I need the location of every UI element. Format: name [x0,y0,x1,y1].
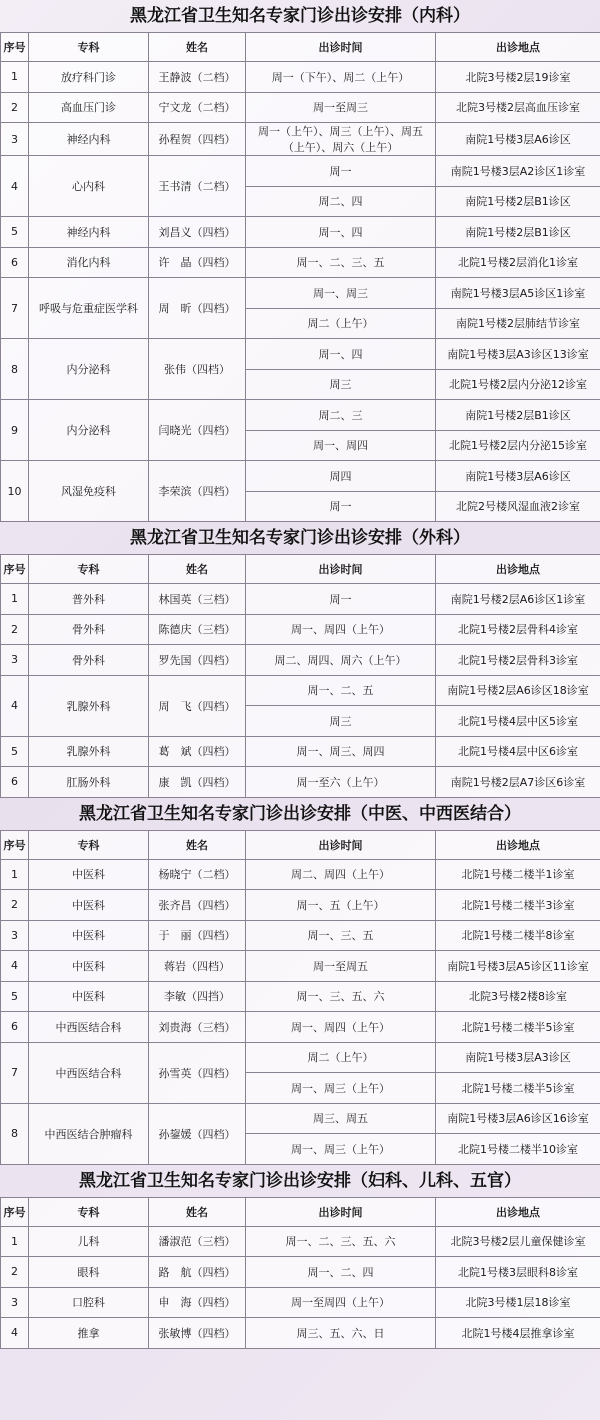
location-header: 出诊地点 [436,830,600,859]
doctor-name-cell: 张伟（四档） [149,339,246,400]
dept-cell: 中西医结合科 [29,1012,149,1043]
dept-header: 专科 [29,1197,149,1226]
dept-cell: 内分泌科 [29,400,149,461]
time-cell: 周一至周四（上午） [246,1287,436,1318]
time-cell: 周一 [246,491,436,522]
location-cell: 北院1号楼二楼半1诊室 [436,859,600,890]
table-row [1,951,600,982]
seq-cell: 5 [1,981,29,1012]
name-header: 姓名 [149,555,246,584]
dept-cell: 神经内科 [29,123,149,156]
location-cell: 南院1号楼2层A7诊区6诊室 [436,767,600,798]
location-cell: 南院1号楼3层A5诊区11诊室 [436,951,600,982]
seq-header: 序号 [1,33,29,62]
location-cell: 南院1号楼2层B1诊区 [436,217,600,248]
doctor-name-cell: 许 晶（四档） [149,247,246,278]
table-row [1,247,600,278]
time-cell: 周一、周三、周四 [246,736,436,767]
seq-cell: 9 [1,400,29,461]
dept-cell: 中西医结合科 [29,1042,149,1103]
time-cell: 周一、三、五、六 [246,981,436,1012]
location-cell: 南院1号楼2层肺结节诊室 [436,308,600,339]
dept-cell: 儿科 [29,1226,149,1257]
seq-cell: 4 [1,1318,29,1349]
time-cell: 周二、四 [246,186,436,217]
location-cell: 南院1号楼3层A2诊区1诊室 [436,156,600,187]
seq-cell: 7 [1,278,29,339]
seq-cell: 2 [1,890,29,921]
time-cell: 周一 [246,584,436,615]
table-row [1,890,600,921]
dept-cell: 推拿 [29,1318,149,1349]
table-header-row [1,1197,600,1226]
location-header: 出诊地点 [436,1197,600,1226]
time-cell: 周三 [246,706,436,737]
name-header: 姓名 [149,830,246,859]
table-row [1,1042,600,1073]
doctor-name-cell: 申 海（四档） [149,1287,246,1318]
doctor-name-cell: 王书清（二档） [149,156,246,217]
location-cell: 北院1号楼二楼半5诊室 [436,1073,600,1104]
table-row [1,859,600,890]
table-row [1,981,600,1012]
seq-cell: 1 [1,859,29,890]
location-cell: 南院1号楼3层A3诊区13诊室 [436,339,600,370]
table-header-row [1,33,600,62]
name-header: 姓名 [149,33,246,62]
time-cell: 周一、二、三、五、六 [246,1226,436,1257]
location-cell: 南院1号楼3层A5诊区1诊室 [436,278,600,309]
dept-cell: 内分泌科 [29,339,149,400]
seq-cell: 3 [1,1287,29,1318]
doctor-name-cell: 林国英（三档） [149,584,246,615]
time-cell: 周二、周四（上午） [246,859,436,890]
table-row [1,1012,600,1043]
schedule-table [0,554,600,798]
time-header: 出诊时间 [246,830,436,859]
time-cell: 周一、二、四 [246,1257,436,1288]
table-row [1,645,600,676]
dept-cell: 消化内科 [29,247,149,278]
dept-cell: 骨外科 [29,614,149,645]
doctor-name-cell: 张敏博（四档） [149,1318,246,1349]
seq-cell: 8 [1,339,29,400]
location-cell: 南院1号楼2层A6诊区1诊室 [436,584,600,615]
dept-cell: 中医科 [29,981,149,1012]
table-row [1,461,600,492]
table-row [1,1287,600,1318]
table-row [1,675,600,706]
seq-cell: 4 [1,675,29,736]
table-row [1,1257,600,1288]
time-cell: 周一、周四（上午） [246,1012,436,1043]
doctor-name-cell: 李敏（四挡） [149,981,246,1012]
seq-cell: 3 [1,123,29,156]
location-cell: 北院1号楼3层眼科8诊室 [436,1257,600,1288]
time-header: 出诊时间 [246,555,436,584]
location-cell: 北院3号楼2层19诊室 [436,62,600,93]
dept-cell: 中医科 [29,859,149,890]
location-header: 出诊地点 [436,33,600,62]
location-cell: 北院3号楼1层18诊室 [436,1287,600,1318]
dept-cell: 神经内科 [29,217,149,248]
seq-cell: 2 [1,1257,29,1288]
table-row [1,584,600,615]
schedule-table [0,32,600,522]
table-row [1,767,600,798]
table-row [1,400,600,431]
table-row [1,123,600,156]
doctor-name-cell: 刘贵海（三档） [149,1012,246,1043]
time-cell: 周一、周四（上午） [246,614,436,645]
time-cell: 周一至周三 [246,92,436,123]
doctor-name-cell: 孙程贺（四档） [149,123,246,156]
time-cell: 周一、五（上午） [246,890,436,921]
doctor-name-cell: 周 飞（四档） [149,675,246,736]
time-cell: 周一、周三 [246,278,436,309]
dept-cell: 肛肠外科 [29,767,149,798]
section-title: 黑龙江省卫生知名专家门诊出诊安排（内科） [130,6,470,26]
doctor-name-cell: 潘淑范（三档） [149,1226,246,1257]
seq-cell: 1 [1,62,29,93]
location-cell: 北院1号楼2层骨科4诊室 [436,614,600,645]
dept-cell: 放疗科门诊 [29,62,149,93]
section-title: 黑龙江省卫生知名专家门诊出诊安排（妇科、儿科、五官） [79,1170,521,1191]
table-row [1,614,600,645]
location-cell: 北院1号楼4层中区5诊室 [436,706,600,737]
time-cell: 周二（上午） [246,1042,436,1073]
seq-cell: 6 [1,767,29,798]
location-cell: 北院1号楼二楼半5诊室 [436,1012,600,1043]
location-cell: 北院1号楼二楼半10诊室 [436,1134,600,1165]
doctor-name-cell: 张齐昌（四档） [149,890,246,921]
dept-cell: 乳腺外科 [29,736,149,767]
table-header-row [1,830,600,859]
schedule-table [0,1197,600,1349]
schedule-table [0,830,600,1165]
seq-header: 序号 [1,1197,29,1226]
seq-cell: 3 [1,645,29,676]
section-title: 黑龙江省卫生知名专家门诊出诊安排（中医、中西医结合） [79,803,521,824]
location-cell: 北院3号楼2层儿童保健诊室 [436,1226,600,1257]
time-cell: 周一、周三（上午） [246,1073,436,1104]
time-cell: 周一 [246,156,436,187]
time-cell: 周一、二、五 [246,675,436,706]
seq-cell: 5 [1,736,29,767]
table-row [1,62,600,93]
dept-cell: 口腔科 [29,1287,149,1318]
seq-cell: 2 [1,614,29,645]
seq-header: 序号 [1,555,29,584]
location-cell: 北院1号楼2层内分泌15诊室 [436,430,600,461]
doctor-name-cell: 李荣滨（四档） [149,461,246,522]
seq-cell: 6 [1,1012,29,1043]
table-row [1,217,600,248]
dept-header: 专科 [29,830,149,859]
location-cell: 南院1号楼3层A6诊区 [436,461,600,492]
dept-cell: 骨外科 [29,645,149,676]
dept-cell: 风湿免疫科 [29,461,149,522]
location-cell: 南院1号楼2层B1诊区 [436,400,600,431]
table-row [1,736,600,767]
time-header: 出诊时间 [246,1197,436,1226]
location-cell: 北院2号楼风湿血液2诊室 [436,491,600,522]
seq-cell: 4 [1,156,29,217]
location-header: 出诊地点 [436,555,600,584]
dept-cell: 中医科 [29,920,149,951]
time-cell: 周三、五、六、日 [246,1318,436,1349]
seq-cell: 5 [1,217,29,248]
table-row [1,1226,600,1257]
doctor-name-cell: 罗先国（四档） [149,645,246,676]
name-header: 姓名 [149,1197,246,1226]
table-row [1,339,600,370]
table-row [1,278,600,309]
doctor-name-cell: 孙鋆媛（四档） [149,1103,246,1164]
doctor-name-cell: 路 航（四档） [149,1257,246,1288]
dept-cell: 中医科 [29,890,149,921]
section-title: 黑龙江省卫生知名专家门诊出诊安排（外科） [130,528,470,548]
dept-cell: 中医科 [29,951,149,982]
location-cell: 南院1号楼3层A6诊区16诊室 [436,1103,600,1134]
time-cell: 周三、周五 [246,1103,436,1134]
seq-cell: 1 [1,584,29,615]
time-header: 出诊时间 [246,33,436,62]
time-cell: 周一、周四 [246,430,436,461]
doctor-name-cell: 孙雪英（四档） [149,1042,246,1103]
dept-cell: 普外科 [29,584,149,615]
location-cell: 北院3号楼2层高血压诊室 [436,92,600,123]
doctor-name-cell: 于 丽（四档） [149,920,246,951]
time-cell: 周一、二、三、五 [246,247,436,278]
doctor-name-cell: 闫晓光（四档） [149,400,246,461]
seq-header: 序号 [1,830,29,859]
dept-cell: 心内科 [29,156,149,217]
location-cell: 南院1号楼3层A6诊区 [436,123,600,156]
doctor-name-cell: 宁文龙（二档） [149,92,246,123]
location-cell: 北院3号楼2楼8诊室 [436,981,600,1012]
table-header-row [1,555,600,584]
seq-cell: 1 [1,1226,29,1257]
table-row [1,1103,600,1134]
time-cell: 周三 [246,369,436,400]
doctor-name-cell: 蒋岩（四档） [149,951,246,982]
location-cell: 南院1号楼2层B1诊区 [436,186,600,217]
time-cell: 周一、周三（上午） [246,1134,436,1165]
doctor-name-cell: 杨晓宁（二档） [149,859,246,890]
dept-cell: 眼科 [29,1257,149,1288]
time-cell: 周二（上午） [246,308,436,339]
seq-cell: 6 [1,247,29,278]
seq-cell: 2 [1,92,29,123]
location-cell: 北院1号楼二楼半3诊室 [436,890,600,921]
time-cell: 周二、周四、周六（上午） [246,645,436,676]
time-cell: 周一、四 [246,217,436,248]
doctor-name-cell: 葛 斌（四档） [149,736,246,767]
dept-cell: 呼吸与危重症医学科 [29,278,149,339]
seq-cell: 7 [1,1042,29,1103]
seq-cell: 8 [1,1103,29,1164]
dept-cell: 高血压门诊 [29,92,149,123]
time-cell: 周一（下午）、周二（上午） [246,62,436,93]
doctor-name-cell: 康 凯（四档） [149,767,246,798]
time-cell: 周一至周五 [246,951,436,982]
location-cell: 北院1号楼二楼半8诊室 [436,920,600,951]
location-cell: 南院1号楼3层A3诊区 [436,1042,600,1073]
seq-cell: 4 [1,951,29,982]
table-row [1,92,600,123]
doctor-name-cell: 陈德庆（三档） [149,614,246,645]
location-cell: 北院1号楼4层推拿诊室 [436,1318,600,1349]
location-cell: 北院1号楼4层中区6诊室 [436,736,600,767]
time-cell: 周一、四 [246,339,436,370]
doctor-name-cell: 刘昌义（四档） [149,217,246,248]
time-cell: 周二、三 [246,400,436,431]
table-row [1,920,600,951]
location-cell: 北院1号楼2层骨科3诊室 [436,645,600,676]
time-cell: 周一、三、五 [246,920,436,951]
dept-cell: 中西医结合肿瘤科 [29,1103,149,1164]
seq-cell: 10 [1,461,29,522]
time-cell: 周一（上午）、周三（上午）、周五（上午）、周六（上午） [246,123,436,156]
dept-cell: 乳腺外科 [29,675,149,736]
doctor-name-cell: 王静波（二档） [149,62,246,93]
time-cell: 周四 [246,461,436,492]
location-cell: 北院1号楼2层消化1诊室 [436,247,600,278]
dept-header: 专科 [29,555,149,584]
seq-cell: 3 [1,920,29,951]
doctor-name-cell: 周 昕（四档） [149,278,246,339]
time-cell: 周一至六（上午） [246,767,436,798]
table-row [1,156,600,187]
location-cell: 南院1号楼2层A6诊区18诊室 [436,675,600,706]
table-row [1,1318,600,1349]
dept-header: 专科 [29,33,149,62]
location-cell: 北院1号楼2层内分泌12诊室 [436,369,600,400]
